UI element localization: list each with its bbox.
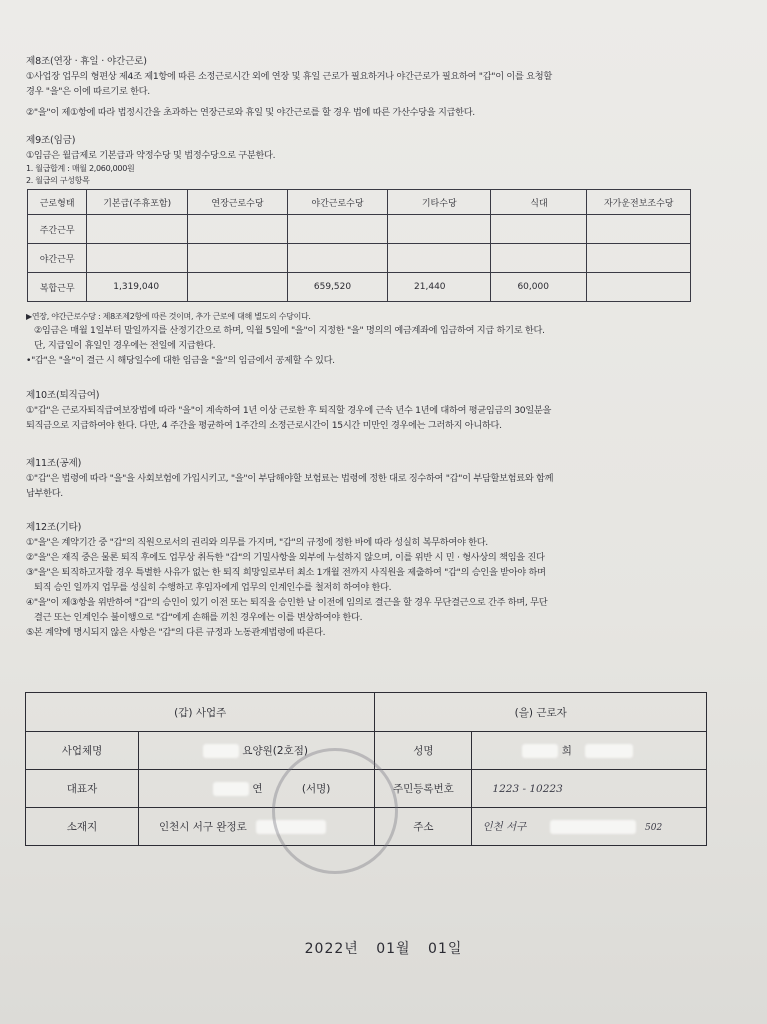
article-9-notes bbox=[26, 310, 726, 368]
redaction bbox=[203, 744, 239, 758]
article-11-line: 납부한다. bbox=[26, 488, 63, 499]
date-day: 01일 bbox=[428, 941, 463, 957]
table-row bbox=[28, 244, 691, 273]
company-seal-stamp bbox=[272, 748, 398, 874]
cell bbox=[388, 215, 491, 244]
rrn-handwritten: 1223 - 10223 bbox=[492, 782, 563, 795]
article-9-line: 단, 지급일이 휴일인 경우에는 전일에 지급한다. bbox=[34, 340, 216, 351]
article-12-line: 결근 또는 인계인수 불이행으로 "갑"에게 손해를 끼친 경우에는 이를 변상하여야 한다. bbox=[34, 612, 363, 623]
article-9-line: ②임금은 매월 1일부터 말일까지를 산정기간으로 하며, 익월 5일에 "을"이 지정한 "을" 명의의 예금계좌에 입금하여 지급 하기로 한다. bbox=[34, 325, 545, 336]
employee-address-tail: 502 bbox=[645, 823, 663, 833]
cell bbox=[587, 273, 691, 302]
article-11-line: ①"갑"은 법령에 따라 "을"을 사회보험에 가입시키고, "을"이 부담해야할 보험료는 법령에 정한 대로 징수하여 "갑"이 부담할보험료와 함께 bbox=[26, 473, 554, 484]
employee-address-label: 주소 bbox=[375, 808, 472, 846]
wage-note: ▶연장, 야간근로수당 : 제8조제2항에 따른 것이며, 추가 근로에 대해 별도의 수당이다. bbox=[26, 312, 311, 321]
redaction bbox=[522, 744, 558, 758]
cell bbox=[87, 215, 188, 244]
article-12 bbox=[26, 520, 726, 640]
cell: 21,440 bbox=[388, 273, 491, 302]
article-9-title: 제9조(임금) bbox=[26, 135, 76, 146]
article-11 bbox=[26, 456, 726, 501]
seal-text: (서명) bbox=[301, 783, 331, 795]
row-type: 야간근무 bbox=[28, 244, 87, 273]
redaction bbox=[213, 782, 249, 796]
row-type: 복합근무 bbox=[28, 273, 87, 302]
employee-header: (을) 근로자 bbox=[375, 693, 707, 732]
article-8-title: 제8조(연장 · 휴일 · 야간근로) bbox=[26, 56, 147, 67]
employee-name: 희 bbox=[561, 745, 572, 757]
cell bbox=[287, 215, 387, 244]
employee-name-label: 성명 bbox=[375, 732, 472, 770]
cell bbox=[287, 244, 387, 273]
business-address: 인천시 서구 완정로 bbox=[159, 821, 247, 833]
cell: 659,520 bbox=[287, 273, 387, 302]
article-9-line: ①임금은 월급제로 기본급과 약정수당 및 법정수당으로 구분한다. bbox=[26, 150, 276, 161]
cell: 60,000 bbox=[491, 273, 587, 302]
cell: 1,319,040 bbox=[87, 273, 188, 302]
cell bbox=[87, 244, 188, 273]
cell bbox=[388, 244, 491, 273]
article-9 bbox=[26, 133, 726, 187]
redaction bbox=[550, 820, 636, 834]
col-header: 근로형태 bbox=[28, 190, 87, 215]
cell bbox=[188, 244, 288, 273]
business-name-label: 사업체명 bbox=[26, 732, 139, 770]
article-12-line: ②"을"은 재직 중은 물론 퇴직 후에도 업무상 취득한 "갑"의 기밀사항을 외부에 누설하지 않으며, 이를 위반 시 민 · 형사상의 책임을 진다 bbox=[26, 552, 545, 563]
article-12-line: 퇴직 승인 일까지 업무를 성실히 수행하고 후임자에게 업무의 인계인수를 철저히 하여야 한다. bbox=[34, 582, 392, 593]
article-12-line: ⑤본 계약에 명시되지 않은 사항은 "갑"의 다른 규정과 노동관계법령에 따른다. bbox=[26, 627, 326, 638]
table-row bbox=[28, 215, 691, 244]
representative-name: 연 bbox=[252, 783, 263, 795]
article-8-line: ①사업장 업무의 형편상 제4조 제1항에 따른 소정근로시간 외에 연장 및 휴일 근로가 필요하거나 야간근로가 필요하여 "갑"이 이를 요청할 bbox=[26, 71, 552, 82]
article-9-line: 2. 월급의 구성항목 bbox=[26, 176, 90, 185]
employer-header: (갑) 사업주 bbox=[26, 693, 375, 732]
article-10-line: 퇴직금으로 지급하여야 한다. 다만, 4 주간을 평균하여 1주간의 소정근로시간이 15시간 미만인 경우에는 그러하지 아니하다. bbox=[26, 420, 502, 431]
col-header: 기타수당 bbox=[388, 190, 491, 215]
redaction bbox=[585, 744, 633, 758]
col-header: 야간근로수당 bbox=[287, 190, 387, 215]
article-10-line: ①"갑"은 근로자퇴직급여보장법에 따라 "을"이 계속하여 1년 이상 근로한 후 퇴직할 경우에 근속 년수 1년에 대하여 평균임금의 30일분을 bbox=[26, 405, 552, 416]
wage-table-header bbox=[28, 190, 691, 215]
wage-table bbox=[27, 189, 691, 302]
cell bbox=[188, 273, 288, 302]
date-year: 2022년 bbox=[304, 941, 359, 957]
table-row bbox=[28, 273, 691, 302]
article-12-line: ①"을"은 계약기간 중 "갑"의 직원으로서의 권리와 의무를 가지며, "갑"의 규정에 정한 바에 따라 성실히 복무하여야 한다. bbox=[26, 537, 488, 548]
article-10 bbox=[26, 388, 726, 433]
col-header: 자가운전보조수당 bbox=[587, 190, 691, 215]
article-8 bbox=[26, 54, 726, 120]
date-month: 01월 bbox=[376, 941, 411, 957]
business-name: 요양원(2호점) bbox=[242, 745, 308, 757]
employee-address-handwritten: 인천 서구 bbox=[482, 821, 527, 833]
cell bbox=[491, 215, 587, 244]
row-type: 주간근무 bbox=[28, 215, 87, 244]
article-12-line: ③"을"은 퇴직하고자할 경우 특별한 사유가 없는 한 퇴직 희망일로부터 최소 1개월 전까지 사직원을 제출하여 "갑"의 승인을 받아야 하며 bbox=[26, 567, 546, 578]
cell bbox=[587, 244, 691, 273]
article-12-line: ④"을"이 제③항을 위반하여 "갑"의 승인이 있기 이전 또는 퇴직을 승인한 날 이전에 임의로 결근을 할 경우 무단결근으로 간주 하며, 무단 bbox=[26, 597, 548, 608]
article-8-line: ②"을"이 제①항에 따라 법정시간을 초과하는 연장근로와 휴일 및 야간근로를 할 경우 법에 따른 가산수당을 지급한다. bbox=[26, 107, 475, 118]
col-header: 식대 bbox=[491, 190, 587, 215]
contract-date bbox=[0, 938, 767, 958]
article-8-line: 경우 "을"은 이에 따르기로 한다. bbox=[26, 86, 150, 97]
article-12-title: 제12조(기타) bbox=[26, 522, 82, 533]
address-label: 소재지 bbox=[26, 808, 139, 846]
col-header: 기본급(주휴포함) bbox=[87, 190, 188, 215]
rrn-label: 주민등록번호 bbox=[375, 770, 472, 808]
representative-label: 대표자 bbox=[26, 770, 139, 808]
cell bbox=[491, 244, 587, 273]
cell bbox=[587, 215, 691, 244]
article-10-title: 제10조(퇴직급여) bbox=[26, 390, 100, 401]
article-9-line: 1. 월급합계 : 매월 2,060,000원 bbox=[26, 164, 135, 173]
article-11-title: 제11조(공제) bbox=[26, 458, 82, 469]
article-9-line: •"갑"은 "을"이 결근 시 해당일수에 대한 임금을 "을"의 임금에서 공제할 수 있다. bbox=[26, 355, 335, 366]
col-header: 연장근로수당 bbox=[188, 190, 288, 215]
cell bbox=[188, 215, 288, 244]
